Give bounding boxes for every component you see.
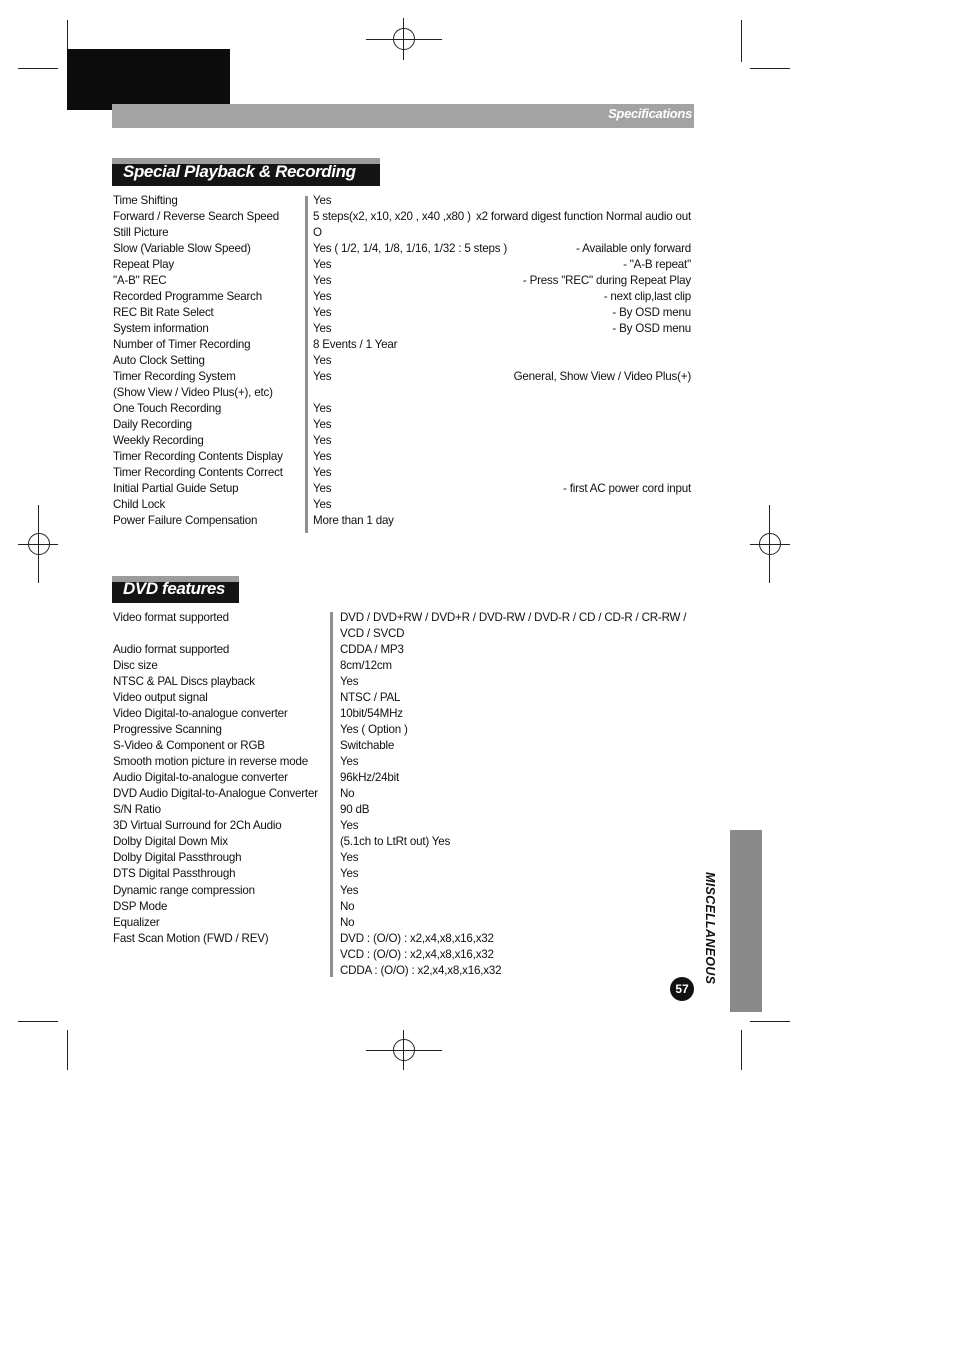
spec-label: Daily Recording <box>113 418 192 431</box>
registration-mark-icon <box>759 533 781 555</box>
spec-value: Yes <box>313 498 332 511</box>
spec-label: Dolby Digital Down Mix <box>113 835 228 848</box>
spec-value: NTSC / PAL <box>340 691 401 704</box>
spec-label: Audio format supported <box>113 643 230 656</box>
spec-value: More than 1 day <box>313 514 394 527</box>
spec-value: Yes <box>313 322 332 335</box>
spec-value: Yes <box>313 434 332 447</box>
spec-value: Yes ( 1/2, 1/4, 1/8, 1/16, 1/32 : 5 steps ) <box>313 242 507 255</box>
registration-mark-icon <box>393 28 415 50</box>
spec-note: - Press "REC" during Repeat Play <box>522 274 691 287</box>
spec-label: Disc size <box>113 659 158 672</box>
spec-note: x2 forward digest function Normal audio out <box>475 210 691 223</box>
crop-mark <box>67 1030 68 1070</box>
spec-label: Dynamic range compression <box>113 884 255 897</box>
spec-label: Video format supported <box>113 611 229 624</box>
spec-note: - next clip,last clip <box>603 290 691 303</box>
spec-value: 10bit/54MHz <box>340 707 403 720</box>
registration-mark-icon <box>393 1039 415 1061</box>
spec-label: Auto Clock Setting <box>113 354 205 367</box>
spec-label: NTSC & PAL Discs playback <box>113 675 255 688</box>
spec-label: Fast Scan Motion (FWD / REV) <box>113 932 269 945</box>
crop-mark <box>750 1021 790 1022</box>
spec-label: DVD Audio Digital-to-Analogue Converter <box>113 787 318 800</box>
header-bar <box>112 104 694 128</box>
spec-value: 90 dB <box>340 803 370 816</box>
spec-value: 8 Events / 1 Year <box>313 338 398 351</box>
spec-label: 3D Virtual Surround for 2Ch Audio <box>113 819 282 832</box>
spec-label: Recorded Programme Search <box>113 290 263 303</box>
spec-value: Yes <box>313 482 332 495</box>
spec-value: Yes <box>340 867 359 880</box>
crop-mark <box>750 68 790 69</box>
spec-value: 5 steps(x2, x10, x20 , x40 ,x80 ) <box>313 210 471 223</box>
side-tab <box>730 830 762 1012</box>
spec-value: No <box>340 787 355 800</box>
spec-value: Yes <box>313 402 332 415</box>
spec-label: Still Picture <box>113 226 169 239</box>
spec-label: (Show View / Video Plus(+), etc) <box>113 386 273 399</box>
spec-note: - By OSD menu <box>612 306 691 319</box>
spec-label: Smooth motion picture in reverse mode <box>113 755 308 768</box>
spec-value: Yes <box>313 370 332 383</box>
spec-value: 8cm/12cm <box>340 659 392 672</box>
crop-mark <box>741 20 742 62</box>
spec-note: - first AC power cord input <box>563 482 691 495</box>
spec-label: Equalizer <box>113 916 160 929</box>
spec-label: Slow (Variable Slow Speed) <box>113 242 251 255</box>
spec-value: Yes <box>340 819 359 832</box>
spec-value: No <box>340 900 355 913</box>
spec-value: Yes <box>313 290 332 303</box>
spec-value: Yes ( Option ) <box>340 723 408 736</box>
spec-label: Timer Recording Contents Correct <box>113 466 283 479</box>
spec-value: (5.1ch to LtRt out) Yes <box>340 835 451 848</box>
page-title: Specifications <box>608 106 692 121</box>
spec-label: Time Shifting <box>113 194 178 207</box>
spec-note: - By OSD menu <box>612 322 691 335</box>
spec-label: Dolby Digital Passthrough <box>113 851 242 864</box>
spec-label: One Touch Recording <box>113 402 222 415</box>
section-title-dvd-features: DVD features <box>123 579 225 598</box>
spec-value: Yes <box>340 884 359 897</box>
spec-value: O <box>313 226 322 239</box>
spec-value: Yes <box>313 418 332 431</box>
spec-value: 96kHz/24bit <box>340 771 400 784</box>
spec-label: Weekly Recording <box>113 434 204 447</box>
spec-label: Progressive Scanning <box>113 723 222 736</box>
section-label-miscellaneous: MISCELLANEOUS <box>703 872 717 985</box>
spec-value: No <box>340 916 355 929</box>
crop-mark <box>18 1021 58 1022</box>
spec-label: Forward / Reverse Search Speed <box>113 210 280 223</box>
spec-value: DVD : (O/O) : x2,x4,x8,x16,x32 <box>340 932 494 945</box>
page-number: 57 <box>670 977 694 1001</box>
spec-label: Initial Partial Guide Setup <box>113 482 239 495</box>
spec-value: Yes <box>313 258 332 271</box>
spec-value: Yes <box>313 354 332 367</box>
spec-label: S/N Ratio <box>113 803 161 816</box>
crop-mark <box>741 1030 742 1070</box>
crop-mark <box>18 68 58 69</box>
header-black-block <box>67 49 230 110</box>
spec-label: Video Digital-to-analogue converter <box>113 707 288 720</box>
spec-value: Yes <box>313 466 332 479</box>
spec-value: VCD : (O/O) : x2,x4,x8,x16,x32 <box>340 948 494 961</box>
spec-label: S-Video & Component or RGB <box>113 739 265 752</box>
spec-value: Yes <box>340 755 359 768</box>
spec-value: DVD / DVD+RW / DVD+R / DVD-RW / DVD-R / CD / CD-R / CR-RW / <box>340 611 687 624</box>
spec-label: Video output signal <box>113 691 208 704</box>
spec-value: VCD / SVCD <box>340 627 405 640</box>
spec-note: General, Show View / Video Plus(+) <box>513 370 691 383</box>
spec-value: Yes <box>313 274 332 287</box>
spec-label: Audio Digital-to-analogue converter <box>113 771 288 784</box>
spec-note: - "A-B repeat" <box>623 258 691 271</box>
spec-value: Yes <box>313 194 332 207</box>
column-divider <box>305 196 308 533</box>
spec-label: Number of Timer Recording <box>113 338 251 351</box>
spec-label: DSP Mode <box>113 900 168 913</box>
spec-value: Yes <box>313 306 332 319</box>
section-title-special-playback: Special Playback & Recording <box>123 162 356 181</box>
spec-value: Switchable <box>340 739 395 752</box>
spec-label: System information <box>113 322 209 335</box>
spec-label: "A-B" REC <box>113 274 167 287</box>
column-divider <box>330 612 333 977</box>
registration-mark-icon <box>28 533 50 555</box>
spec-value: CDDA / MP3 <box>340 643 404 656</box>
spec-label: Timer Recording Contents Display <box>113 450 283 463</box>
spec-value: Yes <box>313 450 332 463</box>
spec-label: Child Lock <box>113 498 166 511</box>
spec-value: Yes <box>340 851 359 864</box>
spec-label: REC Bit Rate Select <box>113 306 214 319</box>
spec-value: CDDA : (O/O) : x2,x4,x8,x16,x32 <box>340 964 502 977</box>
spec-note: - Available only forward <box>576 242 691 255</box>
spec-value: Yes <box>340 675 359 688</box>
spec-label: DTS Digital Passthrough <box>113 867 236 880</box>
spec-label: Power Failure Compensation <box>113 514 258 527</box>
spec-label: Timer Recording System <box>113 370 236 383</box>
spec-label: Repeat Play <box>113 258 174 271</box>
